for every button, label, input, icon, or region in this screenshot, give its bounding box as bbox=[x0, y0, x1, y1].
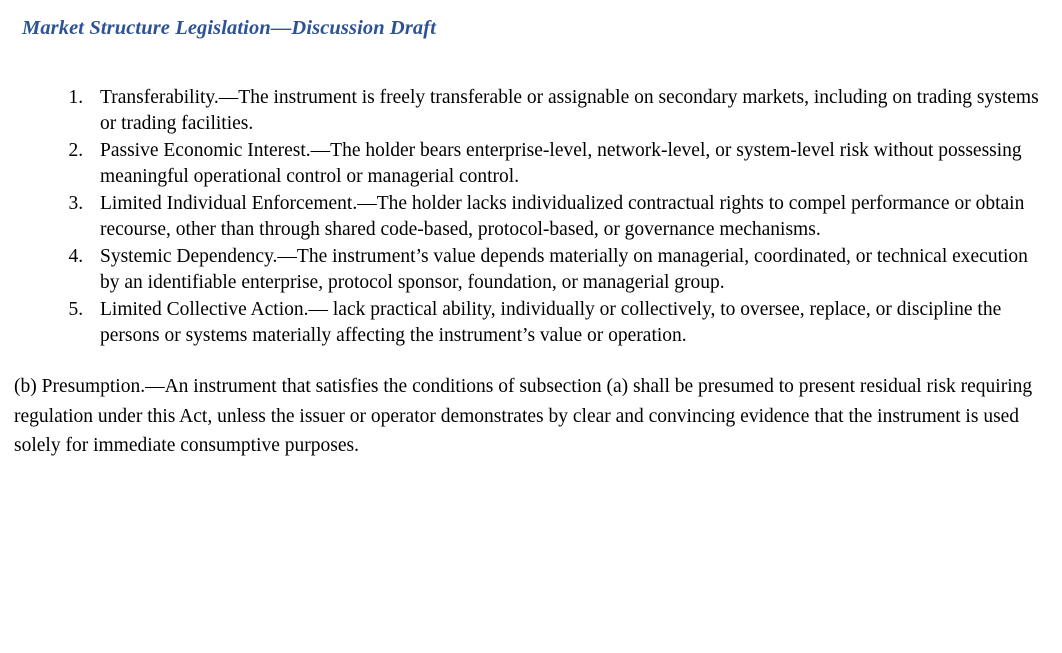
list-item bbox=[88, 191, 1048, 244]
list-item-text: Transferability.—The instrument is freely transferable or assignable on secondary markets, including on trading systems or trading facilities. bbox=[100, 86, 1039, 135]
list-item bbox=[88, 244, 1048, 297]
list-item-text: Systemic Dependency.—The instrument’s value depends materially on managerial, coordinated, or technical execution by an identifiable enterprise, protocol sponsor, foundation, or managerial group. bbox=[100, 245, 1028, 294]
list-item bbox=[88, 297, 1048, 350]
presumption-paragraph: (b) Presumption.—An instrument that satisfies the conditions of subsection (a) shall be presumed to present residual risk requiring regulation under this Act, unless the issuer or operator demonstrates by clear and convincing evidence that the instrument is used solely for immediate consumptive purposes. bbox=[14, 375, 1033, 457]
page-title: Market Structure Legislation—Discussion Draft bbox=[22, 17, 436, 39]
list-item bbox=[88, 85, 1048, 138]
conditions-list bbox=[14, 85, 1048, 350]
list-item bbox=[88, 138, 1048, 191]
list-item-text: Limited Individual Enforcement.—The holder lacks individualized contractual rights to compel performance or obtain recourse, other than through shared code-based, protocol-based, or governance mechanisms. bbox=[100, 192, 1025, 241]
list-item-text: Passive Economic Interest.—The holder bears enterprise-level, network-level, or system-level risk without possessing meaningful operational control or managerial control. bbox=[100, 139, 1022, 188]
list-item-text: Limited Collective Action.— lack practical ability, individually or collectively, to oversee, replace, or discipline the persons or systems materially affecting the instrument’s value or operation. bbox=[100, 298, 1002, 347]
